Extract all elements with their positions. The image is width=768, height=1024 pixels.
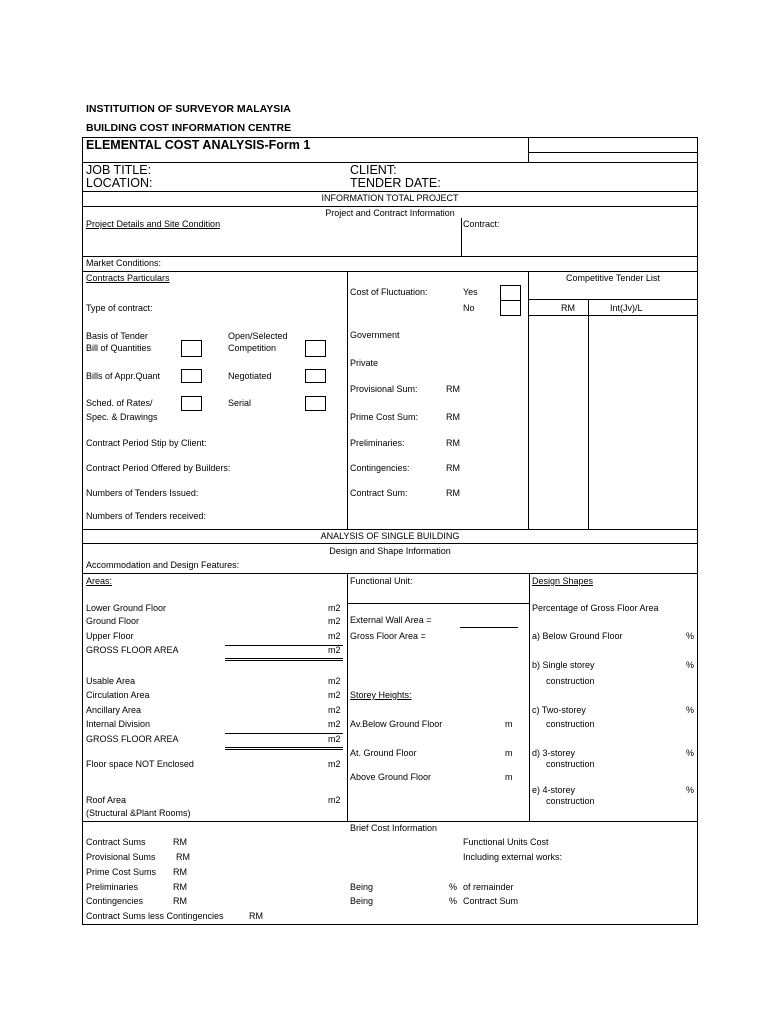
not-enclosed-label: Floor space NOT Enclosed [86, 759, 194, 769]
ground-floor-unit: m2 [328, 616, 341, 626]
brief-prelim: Preliminaries [86, 882, 139, 892]
brief-prime-rm: RM [173, 867, 187, 877]
gfa-label-2: GROSS FLOOR AREA [86, 734, 179, 744]
brief-contract-sums: Contract Sums [86, 837, 146, 847]
brief-contingencies: Contingencies [86, 896, 144, 906]
job-title-label: JOB TITLE: [86, 163, 152, 177]
above-ground-unit: m [505, 772, 513, 782]
areas-heading: Areas: [86, 576, 113, 586]
shape-e-label: e) 4-storey [532, 785, 576, 795]
contract-label: Contract: [463, 219, 500, 229]
brief-contract-sums-rm: RM [173, 837, 187, 847]
shape-b-pct: % [686, 660, 695, 670]
location-label: LOCATION: [86, 176, 153, 190]
private-label: Private [350, 358, 379, 368]
storey-heights-heading: Storey Heights: [350, 690, 412, 700]
gfa-unit-1: m2 [328, 645, 341, 655]
sched-rates-checkbox[interactable] [181, 396, 202, 411]
preliminaries-label: Preliminaries: [350, 438, 405, 448]
brief-prime: Prime Cost Sums [86, 867, 157, 877]
ancillary-area-unit: m2 [328, 705, 341, 715]
open-selected-label: Open/Selected [228, 331, 288, 341]
prime-cost-sum-label: Prime Cost Sum: [350, 412, 419, 422]
cost-fluctuation-label: Cost of Fluctuation: [350, 287, 428, 297]
upper-floor-unit: m2 [328, 631, 341, 641]
fluctuation-yes-label: Yes [463, 287, 478, 297]
shape-a-label: a) Below Ground Floor [532, 631, 623, 641]
negotiated-label: Negotiated [228, 371, 272, 381]
org-name: INSTITUITION OF SURVEYOR MALAYSIA [86, 103, 291, 115]
shape-e-pct: % [686, 785, 695, 795]
gfa-label-1: GROSS FLOOR AREA [86, 645, 179, 655]
contingencies-rm: RM [446, 463, 460, 473]
at-ground-label: At. Ground Floor [350, 748, 417, 758]
tender-date-label: TENDER DATE: [350, 176, 441, 190]
contract-sum-label: Contract Sum: [350, 488, 408, 498]
usable-area-label: Usable Area [86, 676, 136, 686]
bill-of-quantities-label: Bill of Quantities [86, 343, 152, 353]
provisional-sum-label: Provisional Sum: [350, 384, 418, 394]
project-details-heading: Project Details and Site Condition [86, 219, 221, 229]
accommodation-label: Accommodation and Design Features: [86, 560, 240, 570]
sched-rates-label: Sched. of Rates/ [86, 398, 153, 408]
bill-of-quantities-checkbox[interactable] [181, 340, 202, 357]
contracts-particulars-heading: Contracts Particulars [86, 273, 170, 283]
prime-cost-sum-rm: RM [446, 412, 460, 422]
brief-cost-title: Brief Cost Information [350, 823, 438, 833]
shape-c-label: c) Two-storey [532, 705, 586, 715]
functional-unit-label: Functional Unit: [350, 576, 413, 586]
brief-provisional: Provisional Sums [86, 852, 156, 862]
shape-c-construction: construction [546, 719, 595, 729]
design-shapes-heading: Design Shapes [532, 576, 594, 586]
of-remainder-label: of remainder [463, 882, 514, 892]
gross-floor-area-label: Gross Floor Area = [350, 631, 426, 641]
basis-of-tender-label: Basis of Tender [86, 331, 148, 341]
spec-drawings-label: Spec. & Drawings [86, 412, 158, 422]
usable-area-unit: m2 [328, 676, 341, 686]
shape-a-pct: % [686, 631, 695, 641]
not-enclosed-unit: m2 [328, 759, 341, 769]
market-conditions-label: Market Conditions: [86, 258, 162, 268]
type-of-contract-label: Type of contract: [86, 303, 153, 313]
centre-name: BUILDING COST INFORMATION CENTRE [86, 122, 292, 134]
preliminaries-rm: RM [446, 438, 460, 448]
tender-list-rm-header: RM [561, 303, 575, 313]
brief-contingencies-rm: RM [173, 896, 187, 906]
tender-list-title: Competitive Tender List [566, 273, 660, 283]
brief-provisional-rm: RM [176, 852, 190, 862]
bills-appr-quant-label: Bills of Appr.Quant [86, 371, 161, 381]
shape-b-construction: construction [546, 676, 595, 686]
internal-division-label: Internal Division [86, 719, 151, 729]
ground-floor-label: Ground Floor [86, 616, 140, 626]
circulation-area-label: Circulation Area [86, 690, 150, 700]
shape-d-label: d) 3-storey [532, 748, 576, 758]
shape-c-pct: % [686, 705, 695, 715]
info-total-title: INFORMATION TOTAL PROJECT [321, 193, 459, 203]
tenders-issued-label: Numbers of Tenders Issued: [86, 488, 199, 498]
roof-area-unit: m2 [328, 795, 341, 805]
analysis-title: ANALYSIS OF SINGLE BUILDING [320, 531, 460, 541]
circulation-area-unit: m2 [328, 690, 341, 700]
pct-gfa-label: Percentage of Gross Floor Area [532, 603, 659, 613]
incl-ext-label: Including external works: [463, 852, 563, 862]
lower-ground-label: Lower Ground Floor [86, 603, 167, 613]
fluctuation-no-label: No [463, 303, 475, 313]
roof-area-label: Roof Area [86, 795, 127, 805]
provisional-sum-rm: RM [446, 384, 460, 394]
being-pct-2: % [449, 896, 458, 906]
gfa-unit-2: m2 [328, 734, 341, 744]
fu-cost-label: Functional Units Cost [463, 837, 549, 847]
av-below-ground-unit: m [505, 719, 513, 729]
being-pct-1: % [449, 882, 458, 892]
brief-less-contingencies: Contract Sums less Contingencies [86, 911, 224, 921]
bills-appr-quant-checkbox[interactable] [181, 369, 202, 383]
upper-floor-label: Upper Floor [86, 631, 134, 641]
internal-division-unit: m2 [328, 719, 341, 729]
shape-d-construction: construction [546, 759, 595, 769]
fluctuation-no-checkbox[interactable] [500, 300, 521, 316]
brief-prelim-rm: RM [173, 882, 187, 892]
contract-sum-ref-label: Contract Sum [463, 896, 519, 906]
above-ground-label: Above Ground Floor [350, 772, 432, 782]
fluctuation-yes-checkbox[interactable] [500, 285, 521, 301]
period-builders-label: Contract Period Offered by Builders: [86, 463, 231, 473]
tenders-received-label: Numbers of Tenders received: [86, 511, 206, 521]
shape-e-construction: construction [546, 796, 595, 806]
period-client-label: Contract Period Stip by Client: [86, 438, 207, 448]
being-label-2: Being [350, 896, 374, 906]
form-title: ELEMENTAL COST ANALYSIS-Form 1 [86, 138, 311, 152]
lower-ground-unit: m2 [328, 603, 341, 613]
tender-list-int-header: Int(Jv)/L [610, 303, 643, 313]
government-label: Government [350, 330, 400, 340]
contingencies-label: Contingencies: [350, 463, 410, 473]
ancillary-area-label: Ancillary Area [86, 705, 142, 715]
contract-sum-rm: RM [446, 488, 460, 498]
being-label-1: Being [350, 882, 374, 892]
info-total-subtitle: Project and Contract Information [325, 208, 455, 218]
negotiated-checkbox[interactable] [305, 369, 326, 383]
serial-checkbox[interactable] [305, 396, 326, 411]
open-selected-checkbox[interactable] [305, 340, 326, 357]
structural-label: (Structural &Plant Rooms) [86, 808, 191, 818]
shape-d-pct: % [686, 748, 695, 758]
av-below-ground-label: Av.Below Ground Floor [350, 719, 443, 729]
brief-less-contingencies-rm: RM [249, 911, 263, 921]
shape-b-label: b) Single storey [532, 660, 595, 670]
serial-label: Serial [228, 398, 252, 408]
competition-label: Competition [228, 343, 277, 353]
client-label: CLIENT: [350, 163, 397, 177]
at-ground-unit: m [505, 748, 513, 758]
analysis-subtitle: Design and Shape Information [329, 546, 451, 556]
external-wall-label: External Wall Area = [350, 615, 432, 625]
